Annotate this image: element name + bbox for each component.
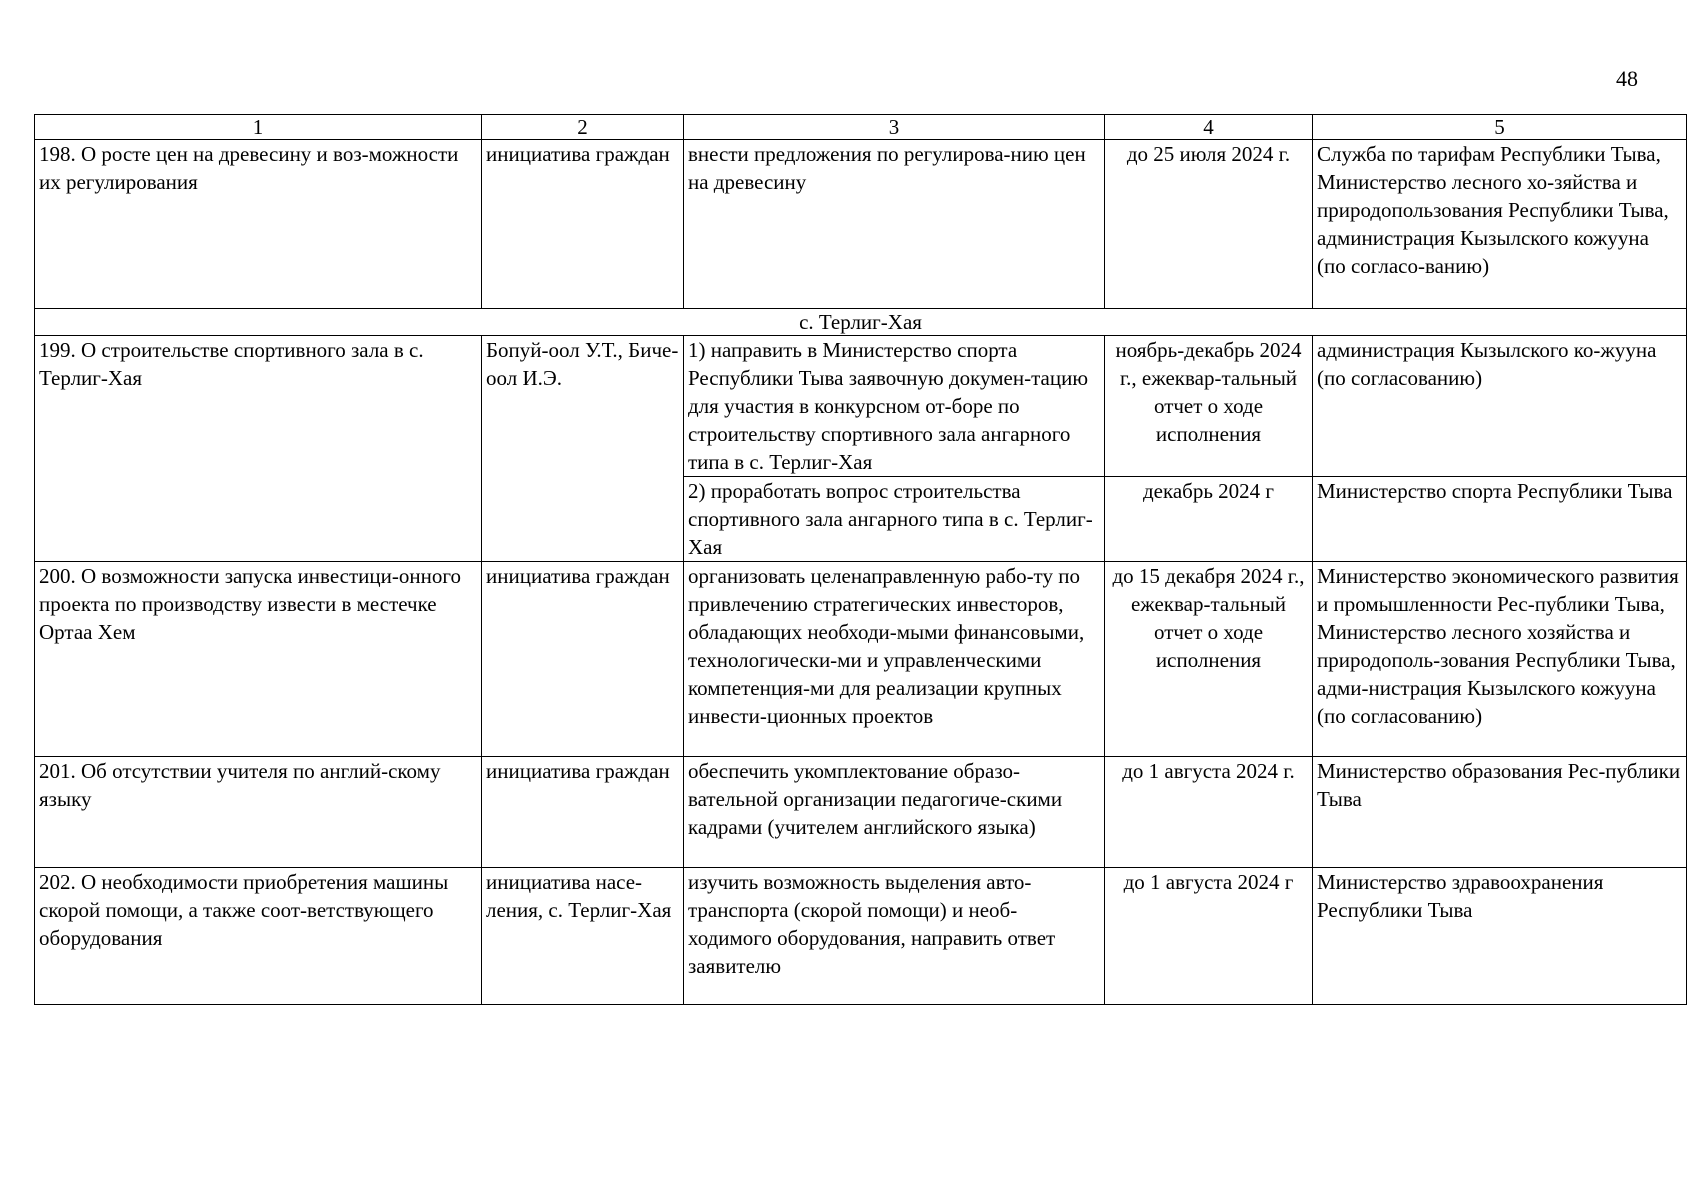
- source-cell: инициатива граждан: [482, 562, 684, 757]
- deadline-cell: до 1 августа 2024 г.: [1105, 757, 1313, 868]
- column-number-5: 5: [1313, 115, 1687, 140]
- action-cell: обеспечить укомплектование образо-вательной организации педагогиче-скими кадрами (учителем английского языка): [684, 757, 1105, 868]
- action-cell: 2) проработать вопрос строительства спортивного зала ангарного типа в с. Терлиг-Хая: [684, 477, 1105, 562]
- column-number-row: [35, 115, 1687, 140]
- table-row: [35, 140, 1687, 309]
- responsible-cell: Министерство здравоохранения Республики Тыва: [1313, 868, 1687, 1005]
- table-row: [35, 336, 1687, 477]
- topic-cell: 199. О строительстве спортивного зала в с. Терлиг-Хая: [35, 336, 482, 562]
- source-cell: инициатива насе-ления, с. Терлиг-Хая: [482, 868, 684, 1005]
- action-cell: внести предложения по регулирова-нию цен на древесину: [684, 140, 1105, 309]
- topic-cell: 202. О необходимости приобретения машины скорой помощи, а также соот-ветствующего оборудования: [35, 868, 482, 1005]
- action-cell: изучить возможность выделения авто-транспорта (скорой помощи) и необ-ходимого оборудования, направить ответ заявителю: [684, 868, 1105, 1005]
- action-cell: организовать целенаправленную рабо-ту по привлечению стратегических инвесторов, обладающих необходи-мыми финансовыми, технологически-ми и управленческими компетенция-ми для реализации крупных инвести-ционных проектов: [684, 562, 1105, 757]
- table-row: [35, 562, 1687, 757]
- measures-table: [34, 114, 1687, 1005]
- table-row: [35, 868, 1687, 1005]
- source-cell: Бопуй-оол У.Т., Биче-оол И.Э.: [482, 336, 684, 562]
- action-cell: 1) направить в Министерство спорта Республики Тыва заявочную докумен-тацию для участия в конкурсном от-боре по строительству спортивного зала ангарного типа в с. Терлиг-Хая: [684, 336, 1105, 477]
- responsible-cell: Министерство спорта Республики Тыва: [1313, 477, 1687, 562]
- responsible-cell: Министерство экономического развития и промышленности Рес-публики Тыва, Министерство лесного хозяйства и природополь-зования Республики Тыва, адми-нистрация Кызылского кожууна (по согласованию): [1313, 562, 1687, 757]
- column-number-4: 4: [1105, 115, 1313, 140]
- column-number-3: 3: [684, 115, 1105, 140]
- source-cell: инициатива граждан: [482, 140, 684, 309]
- page-number: 48: [1616, 66, 1638, 91]
- deadline-cell: до 1 августа 2024 г: [1105, 868, 1313, 1005]
- deadline-cell: до 15 декабря 2024 г., ежеквар-тальный отчет о ходе исполнения: [1105, 562, 1313, 757]
- column-number-1: 1: [35, 115, 482, 140]
- table-row: [35, 757, 1687, 868]
- section-heading: с. Терлиг-Хая: [35, 309, 1687, 336]
- topic-cell: 198. О росте цен на древесину и воз-можности их регулирования: [35, 140, 482, 309]
- responsible-cell: Служба по тарифам Республики Тыва, Министерство лесного хо-зяйства и природопользования Республики Тыва, администрация Кызылского кожууна (по согласо-ванию): [1313, 140, 1687, 309]
- source-cell: инициатива граждан: [482, 757, 684, 868]
- responsible-cell: администрация Кызылского ко-жууна (по согласованию): [1313, 336, 1687, 477]
- deadline-cell: до 25 июля 2024 г.: [1105, 140, 1313, 309]
- topic-cell: 201. Об отсутствии учителя по англий-скому языку: [35, 757, 482, 868]
- section-row: [35, 309, 1687, 336]
- deadline-cell: ноябрь-декабрь 2024 г., ежеквар-тальный отчет о ходе исполнения: [1105, 336, 1313, 477]
- responsible-cell: Министерство образования Рес-публики Тыва: [1313, 757, 1687, 868]
- deadline-cell: декабрь 2024 г: [1105, 477, 1313, 562]
- topic-cell: 200. О возможности запуска инвестици-онного проекта по производству извести в местечке Ортаа Хем: [35, 562, 482, 757]
- column-number-2: 2: [482, 115, 684, 140]
